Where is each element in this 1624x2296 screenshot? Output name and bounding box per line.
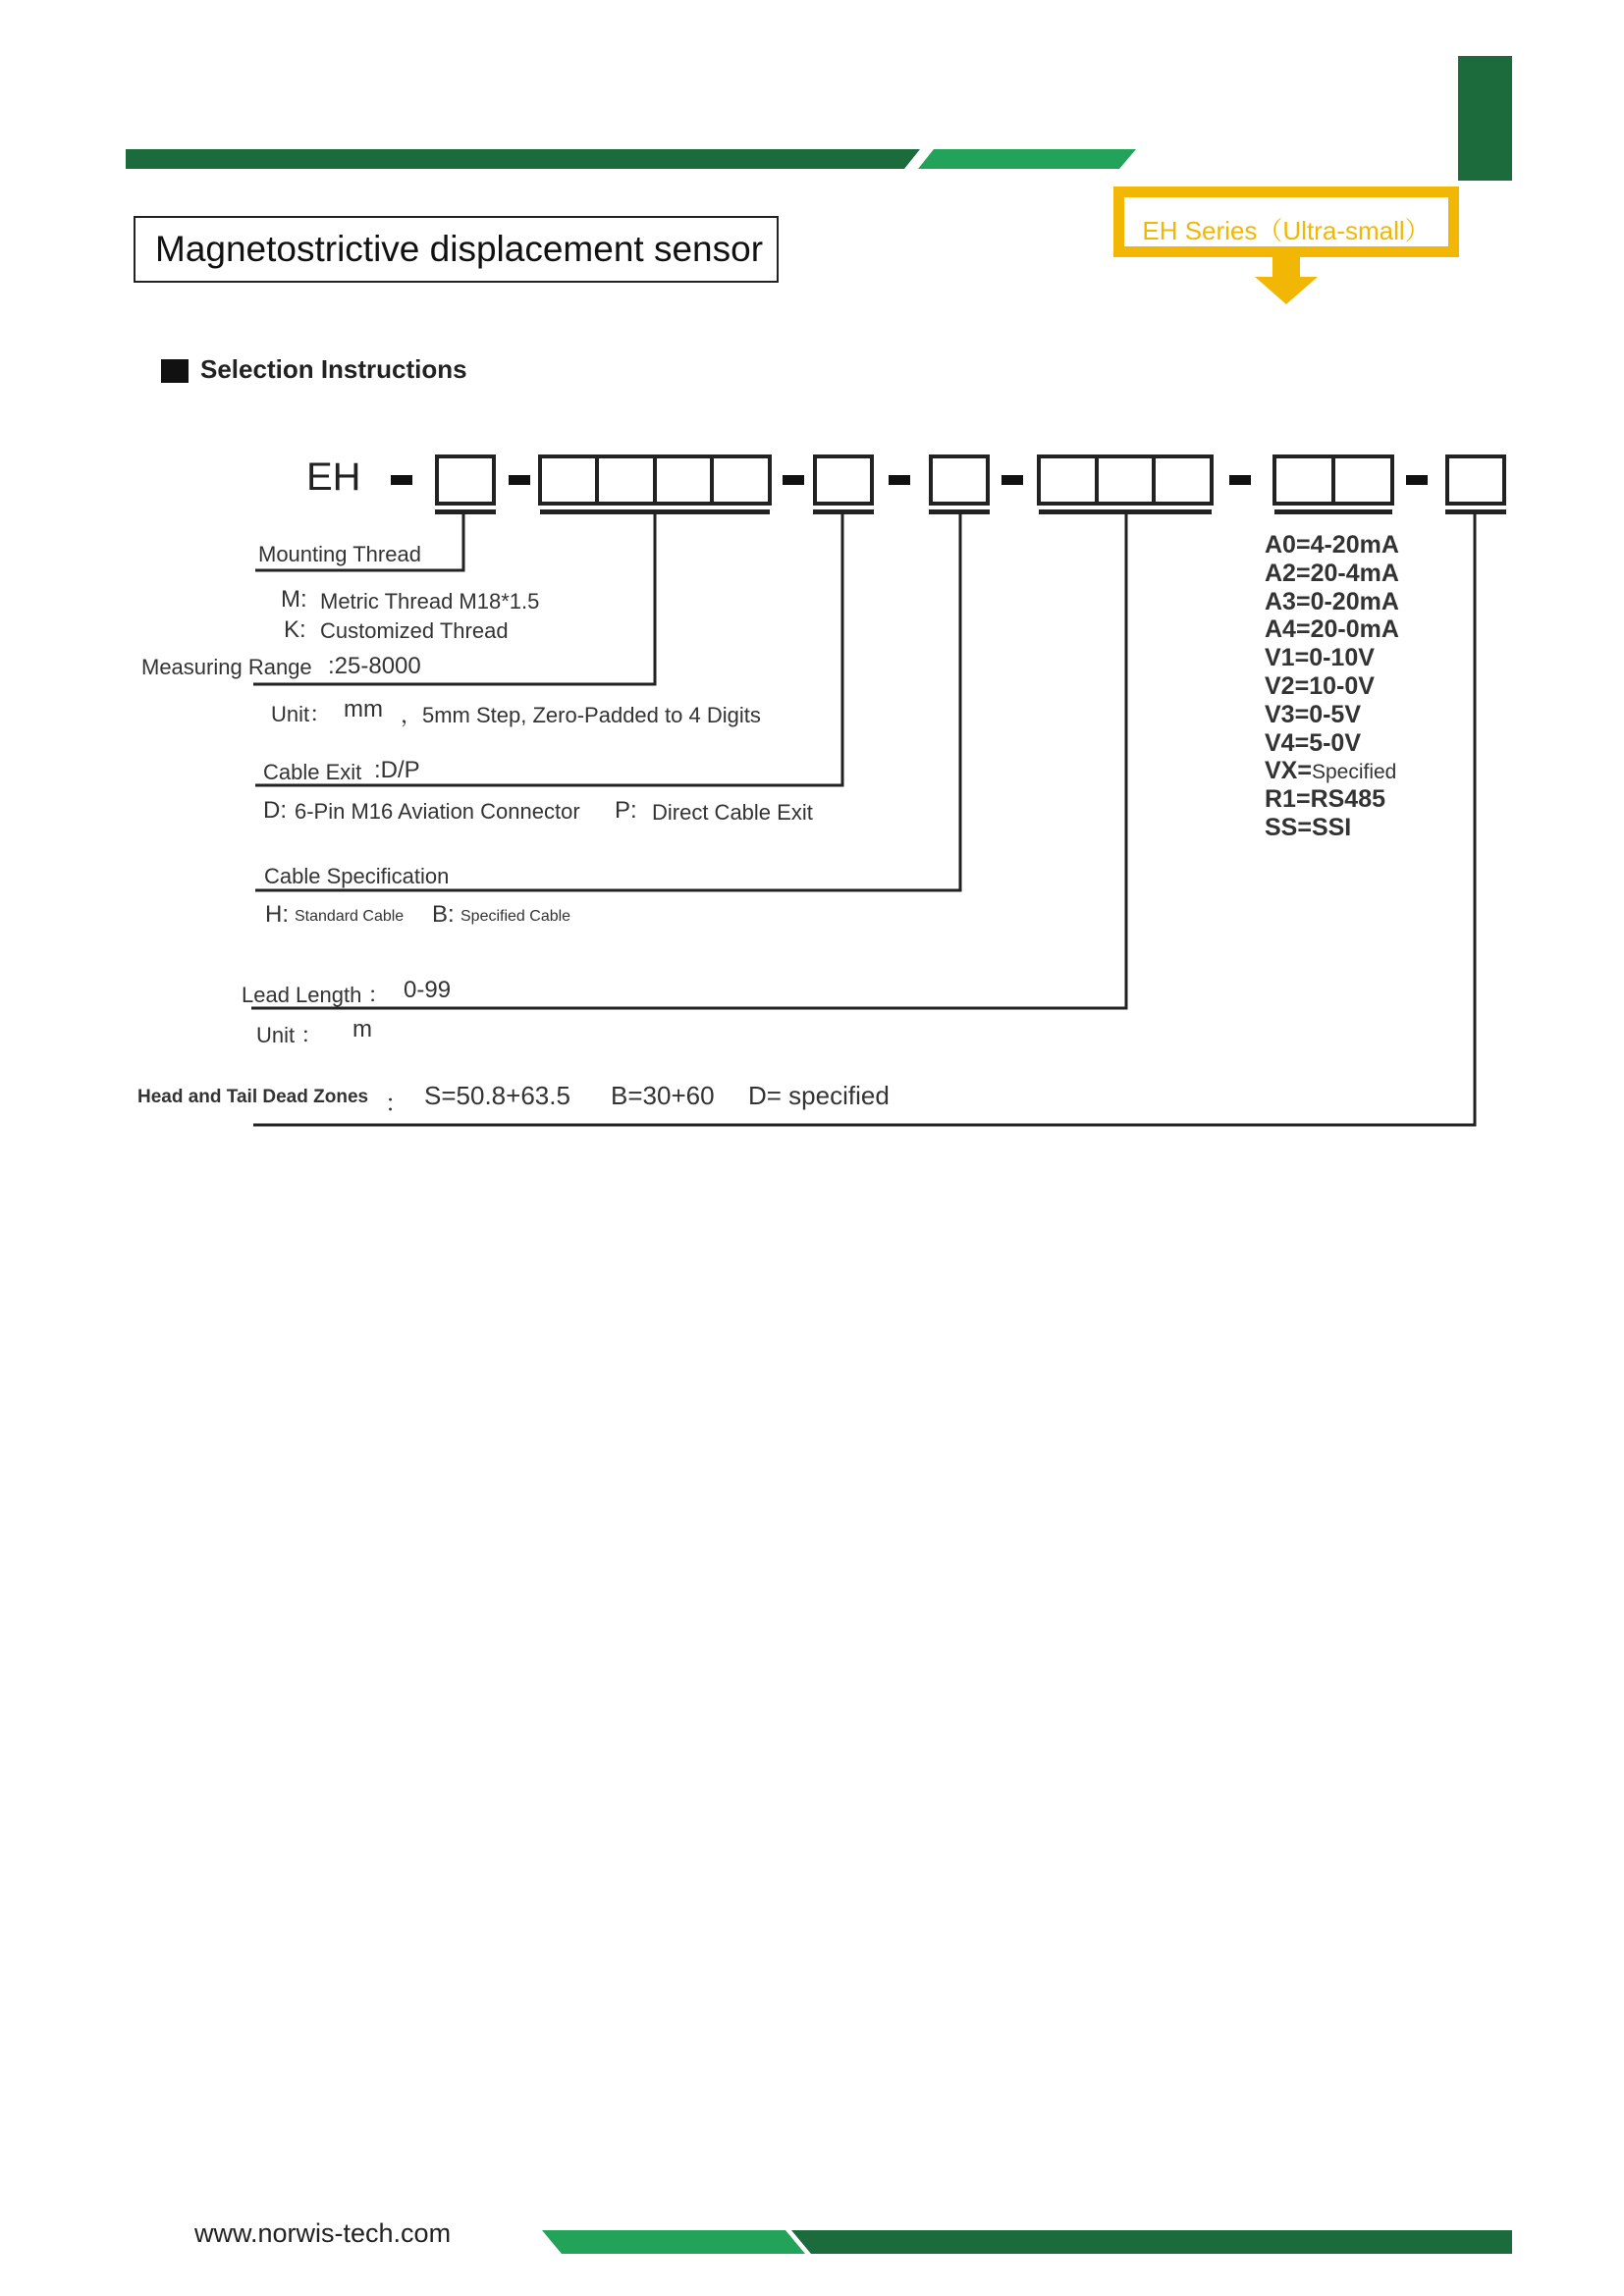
measuring-range-unit-label: Unit： bbox=[271, 702, 332, 726]
cable-spec-label: Cable Specification bbox=[264, 864, 450, 888]
measuring-range-value: :25-8000 bbox=[328, 653, 421, 679]
output-option: A0=4-20mA bbox=[1265, 531, 1399, 559]
mounting-thread-opt-k-key: K: bbox=[284, 616, 306, 643]
cable-exit-label: Cable Exit bbox=[263, 760, 362, 784]
cable-spec-opt-h-text: Standard Cable bbox=[295, 908, 405, 925]
dead-zones-opt-d: D= specified bbox=[748, 1081, 890, 1110]
lead-length-label: Lead Length ： bbox=[242, 983, 390, 1007]
series-tag-box bbox=[1113, 187, 1459, 257]
output-option: V1=0-10V bbox=[1265, 644, 1375, 672]
dead-zones-opt-s: S=50.8+63.5 bbox=[424, 1081, 570, 1110]
arrow-down-icon bbox=[1247, 253, 1326, 307]
document-title-box bbox=[134, 216, 779, 283]
output-option: V2=10-0V bbox=[1265, 671, 1375, 700]
output-option: A3=0-20mA bbox=[1265, 587, 1399, 615]
mounting-thread-label: Mounting Thread bbox=[258, 542, 421, 566]
square-bullet-icon bbox=[161, 359, 189, 383]
cable-spec-opt-h-key: H: bbox=[265, 901, 289, 928]
mounting-thread-opt-k-text: Customized Thread bbox=[320, 618, 509, 643]
output-option: V4=5-0V bbox=[1265, 728, 1361, 757]
section-heading: Selection Instructions bbox=[200, 354, 467, 384]
measuring-range-unit-note: ，5mm Step, Zero-Padded to 4 Digits bbox=[401, 703, 761, 727]
output-option: VX=Specified bbox=[1265, 757, 1397, 785]
dead-zones-label: Head and Tail Dead Zones bbox=[137, 1087, 369, 1107]
cable-exit-opt-p-key: P: bbox=[615, 797, 637, 824]
cable-exit-opt-d-text: 6-Pin M16 Aviation Connector bbox=[295, 799, 580, 824]
output-options-list bbox=[1265, 531, 1399, 842]
lead-length-unit-value: m bbox=[352, 1016, 372, 1042]
document-title: Magnetostrictive displacement sensor bbox=[155, 229, 764, 269]
cable-spec-opt-b-key: B: bbox=[432, 901, 455, 928]
mounting-thread-opt-m-text: Metric Thread M18*1.5 bbox=[320, 589, 540, 614]
lead-length-unit-label: Unit ： bbox=[256, 1023, 323, 1047]
header-decoration bbox=[0, 0, 1624, 196]
cable-exit-opt-d-key: D: bbox=[263, 797, 287, 824]
dead-zones-opt-b: B=30+60 bbox=[611, 1081, 715, 1110]
cable-exit-opt-p-text: Direct Cable Exit bbox=[652, 800, 813, 825]
measuring-range-label: Measuring Range bbox=[141, 655, 312, 679]
mounting-thread-opt-m-key: M: bbox=[281, 586, 307, 613]
output-option: A2=20-4mA bbox=[1265, 559, 1399, 587]
lead-length-value: 0-99 bbox=[404, 977, 452, 1003]
model-prefix: EH bbox=[306, 455, 361, 499]
footer-decoration bbox=[0, 2218, 1624, 2277]
measuring-range-unit-value: mm bbox=[344, 696, 383, 722]
output-option: SS=SSI bbox=[1265, 813, 1352, 841]
cable-exit-value: :D/P bbox=[374, 757, 420, 783]
output-option: A4=20-0mA bbox=[1265, 615, 1399, 644]
cable-spec-opt-b-text: Specified Cable bbox=[460, 908, 571, 925]
series-tag: EH Series（Ultra-small） bbox=[1142, 216, 1431, 245]
dead-zones-colon: ： bbox=[385, 1091, 408, 1117]
output-option: R1=RS485 bbox=[1265, 785, 1386, 814]
footer-website[interactable]: www.norwis-tech.com bbox=[194, 2218, 452, 2248]
output-option: V3=0-5V bbox=[1265, 700, 1361, 728]
